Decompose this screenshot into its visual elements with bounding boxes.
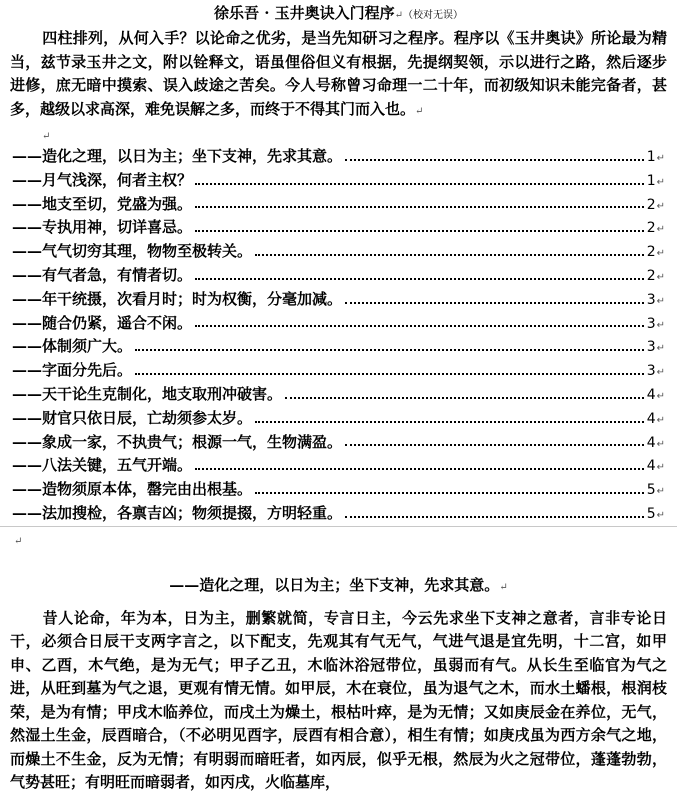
toc-page-number: 3: [646, 339, 656, 356]
toc-entry[interactable]: [12, 359, 665, 383]
toc-entry[interactable]: [12, 335, 665, 359]
toc-page-number: 4: [646, 410, 656, 427]
toc-page-number: 3: [646, 315, 656, 332]
paragraph-mark-icon: ↵: [656, 486, 665, 498]
paragraph-mark-icon: ↵: [14, 535, 23, 547]
title-note: （校对无误）: [403, 10, 464, 21]
toc-dot-leader: [255, 421, 644, 423]
toc-entry-page: [647, 217, 665, 240]
toc-entry[interactable]: [12, 216, 665, 240]
blank-line: [14, 527, 677, 551]
paragraph-mark-icon: ↵: [656, 153, 665, 164]
toc-entry-page: [647, 194, 665, 217]
toc-entry-page: [647, 432, 665, 455]
toc-dot-leader: [135, 349, 644, 351]
intro-text: 四柱排列，从何入手？以论命之优劣，是当先知研习之程序。程序以《玉井奥诀》所论最为精当，兹节录玉井之文，附以铨释文，语虽俚俗但义有根据，先提纲契领，示以进行之路，然后逐步进修，庶无暗中摸索、误入歧途之苦矣。今人号称曾习命理一二十年，而初级知识未能完备者，甚多，越级以求高深，难免误解之多，而终于不得其门而入也。: [10, 29, 667, 118]
toc-entry-page: [647, 289, 665, 312]
section-heading-text: ——造化之理，以日为主；坐下支神，先求其意。: [169, 575, 500, 594]
toc-page-number: 1: [646, 149, 656, 165]
toc-entry-title: ——有气者急，有情者切。: [12, 265, 193, 284]
toc-entry-page: [647, 146, 665, 169]
toc-entry[interactable]: [12, 383, 665, 407]
toc-entry[interactable]: [12, 240, 665, 264]
paragraph-mark-icon: ↵: [394, 10, 404, 21]
toc-entry-page: [647, 313, 665, 336]
toc-entry[interactable]: [12, 431, 665, 455]
title-text: 徐乐吾 · 玉井奥诀入门程序: [213, 4, 395, 22]
toc-entry-title: ——年干统摄，次看月时；时为权衡，分毫加减。: [12, 289, 343, 308]
toc-entry-page: [647, 241, 665, 264]
paragraph-mark-icon: ↵: [656, 224, 665, 236]
paragraph-mark-icon: ↵: [656, 367, 665, 379]
toc-entry-title: ——随合仍紧，遥合不闲。: [12, 313, 193, 332]
toc-dot-leader: [195, 278, 644, 280]
toc-entry-page: [647, 336, 665, 359]
toc-entry-title: ——月气浅深，何者主权？: [12, 170, 193, 189]
toc-dot-leader: [345, 159, 644, 161]
paragraph-mark-icon: ↵: [656, 509, 665, 521]
toc-entry-title: ——专执用神，切详喜忌。: [12, 218, 193, 237]
paragraph-mark-icon: ↵: [656, 200, 665, 212]
paragraph-mark-icon: ↵: [656, 414, 665, 426]
toc-entry-title: ——天干论生克制化，地支取刑冲破害。: [12, 384, 283, 403]
toc-entry-title: ——体制须广大。: [12, 337, 133, 356]
document-title: [0, 0, 677, 25]
toc-entry[interactable]: [12, 454, 665, 478]
toc-entry-page: [647, 479, 665, 502]
blank-line: [0, 551, 677, 574]
toc-page-number: 4: [646, 434, 656, 451]
paragraph-mark-icon: ↵: [415, 105, 424, 117]
toc-dot-leader: [345, 302, 644, 304]
section-body-text: 昔人论命，年为本，日为主，删繁就简，专言日主，今云先求坐下支神之意者，言非专论日干，必须合日辰干支两字言之，以下配支，先观其有气无气，气进气退是宜先明，十二宫，如甲申、乙酉，木气绝，是为无气；甲子乙丑，木临沐浴冠带位，虽弱而有气。从长生至临官为气之进，从旺到墓为气之退，更观有情无情。如甲辰，木在衰位，虽为退气之木，而水土蟠根，根润枝荣，是为有情；甲戌木临养位，而戌土为燥土，根枯叶瘁，是为无情；又如庚辰金在养位，无气，然湿土生金，辰酉暗合，（不必明见酉字，辰酉有相合意），相生有情；如庚戌虽为西方余气之地，而燥土不生金，反为无情；有明弱而暗旺者，如丙辰，似乎无根，然辰为火之冠带位，蓬蓬勃勃，气势甚旺；有明旺而暗弱者，如丙戌，火临墓库，: [10, 608, 667, 792]
toc-dot-leader: [345, 444, 644, 446]
paragraph-mark-icon: ↵: [42, 131, 51, 142]
section-body-paragraph: [10, 607, 667, 795]
toc-page-number: 5: [646, 482, 656, 499]
paragraph-mark-icon: ↵: [499, 581, 508, 593]
toc-dot-leader: [135, 373, 644, 375]
toc-entry-title: ——财官只依日辰，亡劫须参太岁。: [12, 408, 253, 427]
toc-entry[interactable]: [12, 502, 665, 526]
table-of-contents: [12, 145, 665, 526]
toc-entry[interactable]: [12, 312, 665, 336]
paragraph-mark-icon: ↵: [656, 343, 665, 355]
toc-dot-leader: [195, 325, 644, 327]
toc-entry-page: [647, 503, 665, 526]
toc-entry-page: [647, 384, 665, 407]
toc-entry-page: [647, 455, 665, 478]
toc-entry[interactable]: [12, 407, 665, 431]
toc-entry-title: ——气气切穷其理，物物至极转关。: [12, 242, 253, 261]
toc-page-number: 2: [646, 220, 656, 237]
toc-entry-title: ——字面分先后。: [12, 361, 133, 380]
toc-entry-title: ——造物须原本体，罄完由出根基。: [12, 480, 253, 499]
paragraph-mark-icon: ↵: [656, 390, 665, 402]
toc-page-number: 4: [646, 458, 656, 475]
intro-paragraph: [10, 27, 667, 123]
toc-entry-page: [647, 170, 665, 193]
toc-entry-title: ——八法关键，五气开端。: [12, 456, 193, 475]
paragraph-mark-icon: ↵: [656, 248, 665, 260]
toc-page-number: 3: [646, 291, 656, 308]
toc-dot-leader: [195, 183, 644, 185]
toc-entry-page: [647, 265, 665, 288]
toc-entry[interactable]: [12, 288, 665, 312]
toc-entry-title: ——造化之理，以日为主；坐下支神，先求其意。: [12, 147, 343, 165]
toc-entry-title: ——地支至切，党盛为强。: [12, 194, 193, 213]
toc-entry[interactable]: [12, 193, 665, 217]
toc-page-number: 3: [646, 363, 656, 380]
toc-entry[interactable]: [12, 264, 665, 288]
toc-page-number: 1: [646, 172, 656, 189]
toc-page-number: 2: [646, 267, 656, 284]
toc-dot-leader: [285, 397, 644, 399]
section-heading: [0, 574, 677, 599]
toc-page-number: 2: [646, 244, 656, 261]
toc-entry[interactable]: [12, 145, 665, 169]
toc-entry[interactable]: [12, 478, 665, 502]
toc-entry-page: [647, 408, 665, 431]
paragraph-mark-icon: ↵: [656, 295, 665, 307]
toc-entry[interactable]: [12, 169, 665, 193]
toc-dot-leader: [345, 516, 644, 518]
blank-line: [42, 123, 677, 145]
paragraph-mark-icon: ↵: [656, 319, 665, 331]
toc-page-number: 2: [646, 196, 656, 213]
toc-entry-title: ——法加搜检，各禀吉凶；物须提掇，方明轻重。: [12, 503, 343, 522]
paragraph-mark-icon: ↵: [656, 438, 665, 450]
toc-dot-leader: [195, 468, 644, 470]
paragraph-mark-icon: ↵: [656, 462, 665, 474]
toc-page-number: 5: [646, 505, 656, 522]
toc-entry-page: [647, 360, 665, 383]
toc-dot-leader: [195, 206, 644, 208]
toc-dot-leader: [255, 254, 644, 256]
paragraph-mark-icon: ↵: [656, 176, 665, 188]
toc-dot-leader: [255, 492, 644, 494]
paragraph-mark-icon: ↵: [656, 271, 665, 283]
toc-entry-title: ——象成一家，不执贵气；根源一气，生物满盈。: [12, 432, 343, 451]
toc-page-number: 4: [646, 386, 656, 403]
toc-dot-leader: [195, 230, 644, 232]
